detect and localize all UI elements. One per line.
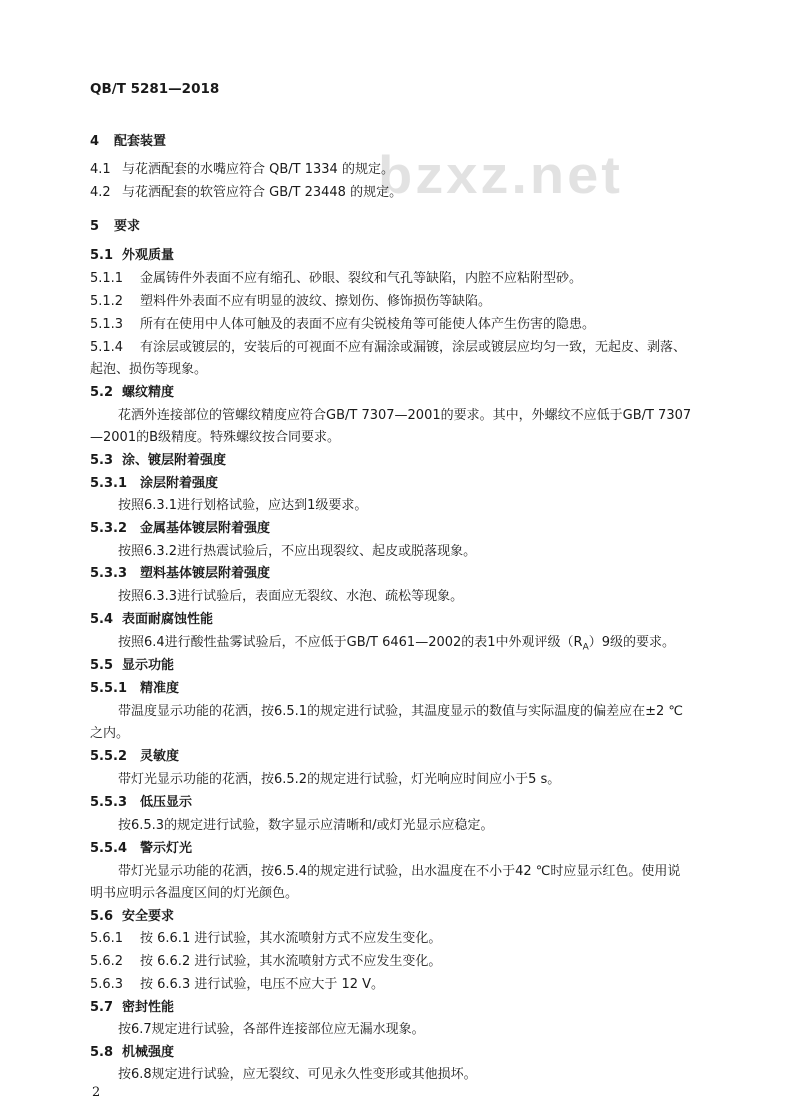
clause-number: 5.1.3 (90, 317, 124, 332)
subscript: A (582, 642, 589, 653)
clause-5-2-text-continued: —2001的B级精度。特殊螺纹按合同要求。 (90, 430, 341, 445)
section-title: 配套装置 (114, 134, 167, 149)
clause-title: 涂、镀层附着强度 (122, 453, 227, 468)
clause-title: 安全要求 (122, 909, 175, 924)
clause-5-1-1 (90, 270, 582, 288)
clause-title: 表面耐腐蚀性能 (122, 612, 214, 627)
clause-number: 5.8 (90, 1045, 114, 1060)
clause-number: 5.1.4 (90, 340, 124, 355)
clause-5-8-heading (90, 1044, 174, 1062)
clause-5-7-text: 按6.7规定进行试验，各部件连接部位应无漏水现象。 (118, 1022, 425, 1037)
clause-4-1 (90, 161, 394, 179)
clause-5-5-4-text: 带灯光显示功能的花洒，按6.5.4的规定进行试验，出水温度在不小于42 ℃时应显示红色。使用说 (118, 864, 681, 879)
clause-number: 5.6.2 (90, 954, 124, 969)
clause-5-2-heading (90, 384, 174, 402)
clause-5-6-heading (90, 908, 174, 926)
clause-4-2 (90, 184, 402, 202)
clause-number: 5.5.2 (90, 749, 128, 764)
clause-5-5-1-text-continued: 之内。 (90, 726, 130, 741)
clause-number: 5.2 (90, 385, 114, 400)
clause-5-5-heading (90, 657, 174, 675)
clause-number: 5.3 (90, 453, 114, 468)
clause-5-1-2 (90, 293, 491, 311)
clause-5-3-3-text: 按照6.3.3进行试验后，表面应无裂纹、水泡、疏松等现象。 (118, 589, 464, 604)
clause-number: 5.6 (90, 909, 114, 924)
clause-title: 涂层附着强度 (140, 476, 219, 491)
section-title: 要求 (114, 219, 141, 234)
clause-5-1-4 (90, 339, 686, 357)
clause-5-5-4-heading (90, 840, 192, 858)
clause-text: 与花洒配套的水嘴应符合 QB/T 1334 的规定。 (122, 162, 394, 177)
clause-title: 机械强度 (122, 1045, 175, 1060)
clause-number: 4.2 (90, 185, 111, 200)
clause-text: 金属铸件外表面不应有缩孔、砂眼、裂纹和气孔等缺陷，内腔不应粘附型砂。 (140, 271, 583, 286)
clause-title: 精准度 (140, 681, 180, 696)
clause-5-5-3-text: 按6.5.3的规定进行试验，数字显示应清晰和/或灯光显示应稳定。 (118, 818, 494, 833)
clause-number: 5.5.4 (90, 841, 128, 856)
section-number: 5 (90, 219, 100, 234)
clause-text: 按 6.6.3 进行试验，电压不应大于 12 V。 (140, 977, 385, 992)
watermark: bzxz.net (378, 144, 623, 205)
clause-5-1-heading (90, 247, 174, 265)
clause-number: 5.3.3 (90, 566, 128, 581)
section-4-heading (90, 133, 166, 151)
clause-5-1-4-continued: 起泡、损伤等现象。 (90, 362, 208, 377)
section-5-heading (90, 218, 140, 236)
clause-number: 5.6.3 (90, 977, 124, 992)
clause-5-4-heading (90, 611, 213, 629)
clause-5-6-2 (90, 953, 441, 971)
clause-number: 5.7 (90, 1000, 114, 1015)
clause-5-3-1-heading (90, 475, 218, 493)
clause-title: 螺纹精度 (122, 385, 175, 400)
clause-text: 按 6.6.1 进行试验，其水流喷射方式不应发生变化。 (140, 931, 442, 946)
clause-5-7-heading (90, 999, 174, 1017)
clause-title: 外观质量 (122, 248, 175, 263)
clause-number: 4.1 (90, 162, 111, 177)
section-number: 4 (90, 134, 100, 149)
clause-text: 按 6.6.2 进行试验，其水流喷射方式不应发生变化。 (140, 954, 442, 969)
clause-5-5-2-heading (90, 748, 179, 766)
clause-5-3-heading (90, 452, 226, 470)
clause-number: 5.6.1 (90, 931, 124, 946)
clause-number: 5.1.2 (90, 294, 124, 309)
clause-number: 5.3.2 (90, 521, 128, 536)
clause-5-6-3 (90, 976, 384, 994)
clause-5-1-3 (90, 316, 595, 334)
clause-5-5-1-heading (90, 680, 179, 698)
standard-code-header: QB/T 5281—2018 (90, 81, 220, 97)
clause-text: 与花洒配套的软管应符合 GB/T 23448 的规定。 (122, 185, 403, 200)
clause-text-after: ）9级的要求。 (588, 635, 676, 650)
clause-number: 5.1.1 (90, 271, 124, 286)
clause-text: 按照6.4进行酸性盐雾试验后，不应低于GB/T 6461—2002的表1中外观评级（R (118, 635, 583, 650)
clause-number: 5.5 (90, 658, 114, 673)
clause-5-5-1-text: 带温度显示功能的花洒，按6.5.1的规定进行试验，其温度显示的数值与实际温度的偏差应在±2 ℃ (118, 704, 683, 719)
clause-5-4-text (118, 634, 675, 657)
clause-text: 塑料件外表面不应有明显的波纹、擦划伤、修饰损伤等缺陷。 (140, 294, 492, 309)
clause-title: 显示功能 (122, 658, 175, 673)
clause-title: 密封性能 (122, 1000, 175, 1015)
clause-5-3-3-heading (90, 565, 270, 583)
clause-5-5-4-text-continued: 明书应明示各温度区间的灯光颜色。 (90, 886, 299, 901)
clause-title: 低压显示 (140, 795, 193, 810)
clause-5-2-text: 花洒外连接部位的管螺纹精度应符合GB/T 7307—2001的要求。其中，外螺纹不应低于GB/T 7307 (118, 408, 692, 423)
clause-5-3-2-heading (90, 520, 270, 538)
clause-5-5-3-heading (90, 794, 192, 812)
clause-number: 5.5.1 (90, 681, 128, 696)
clause-title: 灵敏度 (140, 749, 180, 764)
clause-number: 5.1 (90, 248, 114, 263)
clause-5-3-2-text: 按照6.3.2进行热震试验后，不应出现裂纹、起皮或脱落现象。 (118, 544, 477, 559)
clause-title: 金属基体镀层附着强度 (140, 521, 271, 536)
page-number: 2 (92, 1085, 101, 1100)
clause-text: 有涂层或镀层的，安装后的可视面不应有漏涂或漏镀，涂层或镀层应均匀一致，无起皮、剥落、 (140, 340, 687, 355)
clause-title: 警示灯光 (140, 841, 193, 856)
clause-5-8-text: 按6.8规定进行试验，应无裂纹、可见永久性变形或其他损坏。 (118, 1067, 477, 1082)
clause-text: 所有在使用中人体可触及的表面不应有尖锐棱角等可能使人体产生伤害的隐患。 (140, 317, 596, 332)
clause-5-5-2-text: 带灯光显示功能的花洒，按6.5.2的规定进行试验，灯光响应时间应小于5 s。 (118, 772, 561, 787)
clause-number: 5.4 (90, 612, 114, 627)
clause-5-3-1-text: 按照6.3.1进行划格试验，应达到1级要求。 (118, 498, 368, 513)
clause-number: 5.3.1 (90, 476, 128, 491)
clause-title: 塑料基体镀层附着强度 (140, 566, 271, 581)
clause-5-6-1 (90, 930, 441, 948)
clause-number: 5.5.3 (90, 795, 128, 810)
